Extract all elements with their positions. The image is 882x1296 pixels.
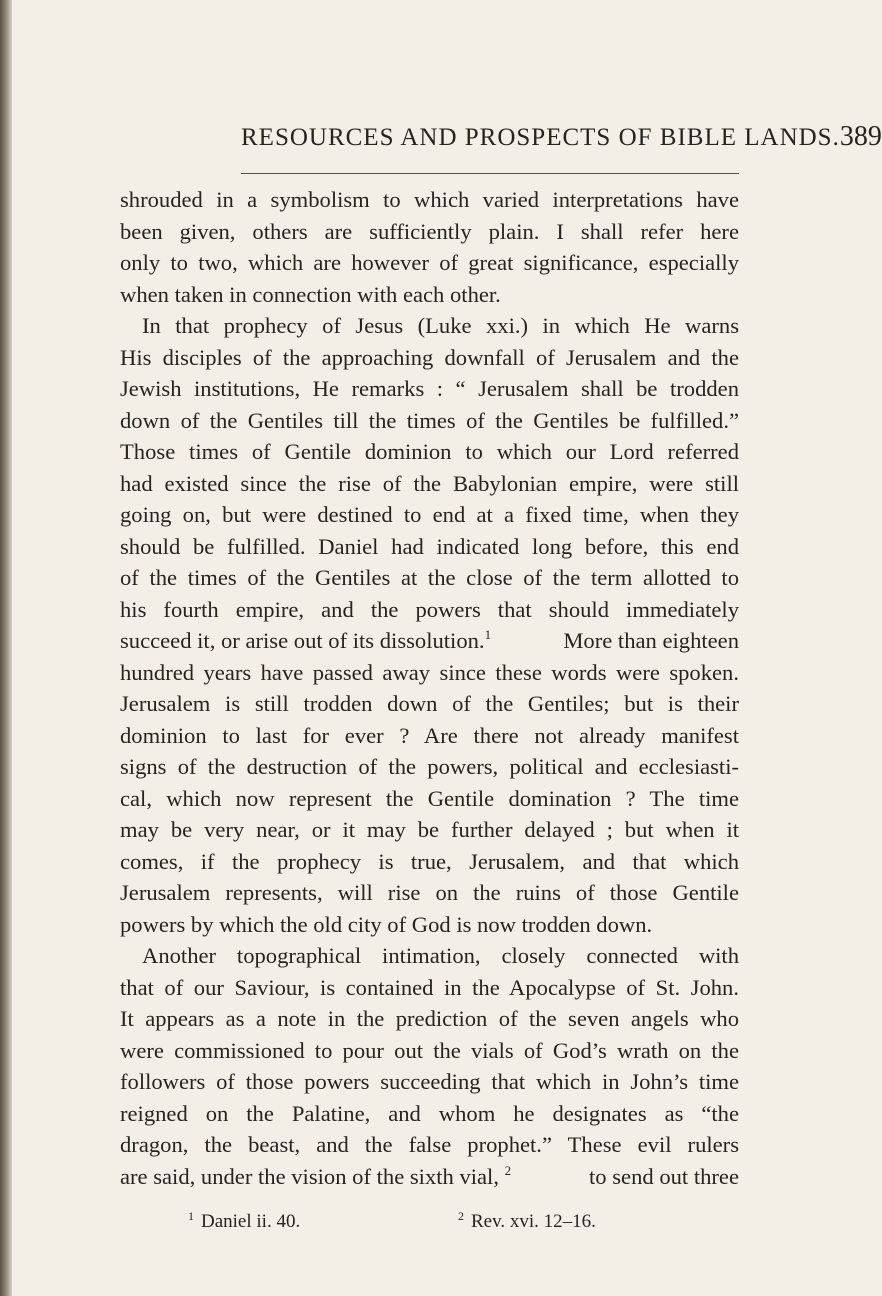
text-line: going on, but were destined to end at a fixed time, when they	[120, 502, 739, 527]
running-title: RESOURCES AND PROSPECTS OF BIBLE LANDS.	[241, 124, 840, 151]
line-segment: are said, under the vision of the sixth vial,	[120, 1163, 499, 1189]
text-line: dragon, the beast, and the false prophet.” These evil rulers	[120, 1132, 739, 1157]
text-line: reigned on the Palatine, and whom he designates as “the	[120, 1100, 739, 1126]
paragraph-3	[120, 940, 739, 1192]
text-line: It appears as a note in the prediction of the seven angels who	[120, 1006, 739, 1031]
text-line: cal, which now represent the Gentile domination ? The time	[120, 785, 739, 811]
text-line: signs of the destruction of the powers, political and ecclesiasti-	[120, 754, 739, 779]
text-line: when taken in connection with each other.	[120, 281, 501, 307]
text-line: hundred years have passed away since these words were spoken.	[120, 659, 739, 685]
text-line: may be very near, or it may be further delayed ; but when it	[120, 817, 739, 842]
running-head	[241, 121, 882, 153]
text-line: only to two, which are however of great significance, especially	[120, 250, 739, 275]
text-line: his fourth empire, and the powers that should immediately	[120, 596, 739, 622]
text-line: powers by which the old city of God is now trodden down.	[120, 911, 653, 937]
footnote-1	[188, 1209, 458, 1233]
line-segment	[120, 1161, 511, 1193]
text-line: Another topographical intimation, closely connected with	[142, 943, 739, 968]
line-segment	[120, 625, 491, 657]
text-line: dominion to last for ever ? Are there not already manifest	[120, 722, 739, 748]
text-line: Jerusalem is still trodden down of the Gentiles; but is their	[120, 691, 739, 716]
text-line: His disciples of the approaching downfall of Jerusalem and the	[120, 344, 739, 370]
text-line: of the times of the Gentiles at the close of the term allotted to	[120, 565, 739, 590]
text-line: In that prophecy of Jesus (Luke xxi.) in which He warns	[142, 313, 739, 338]
text-line: down of the Gentiles till the times of the Gentiles be fulfilled.”	[120, 407, 739, 433]
text-line: Jerusalem represents, will rise on the ruins of those Gentile	[120, 880, 739, 905]
text-line: comes, if the prophecy is true, Jerusalem, and that which	[120, 848, 739, 874]
line-segment: More than eighteen	[563, 628, 739, 653]
footnote-mark: 2	[458, 1209, 464, 1223]
footnote-mark: 1	[188, 1209, 194, 1223]
footnotes	[188, 1209, 748, 1233]
text-line: were commissioned to pour out the vials of God’s wrath on the	[120, 1037, 739, 1063]
text-line: been given, others are sufficiently plain. I shall refer here	[120, 218, 739, 244]
page-number: 389	[839, 121, 882, 152]
paragraph-1	[120, 184, 739, 310]
text-line	[120, 1161, 739, 1193]
text-line: shrouded in a symbolism to which varied interpretations have	[120, 187, 739, 212]
text-line: followers of those powers succeeding that which in John’s time	[120, 1069, 739, 1094]
paragraph-2	[120, 310, 739, 940]
header-rule	[241, 173, 739, 174]
footnote-ref-2[interactable]: 2	[504, 1162, 512, 1178]
text-line: Those times of Gentile dominion to which our Lord referred	[120, 439, 739, 464]
text-line: Jewish institutions, He remarks : “ Jerusalem shall be trodden	[120, 376, 739, 401]
footnote-2	[458, 1209, 596, 1233]
text-line: should be fulfilled. Daniel had indicated long before, this end	[120, 533, 739, 559]
footnote-ref-1[interactable]: 1	[484, 627, 492, 642]
line-segment: succeed it, or arise out of its dissolution.	[120, 628, 485, 653]
text-line: had existed since the rise of the Babylonian empire, were still	[120, 470, 739, 496]
line-segment: to send out three	[589, 1163, 739, 1189]
text-line	[120, 625, 739, 657]
footnote-text: Daniel ii. 40.	[201, 1211, 301, 1232]
text-line: that of our Saviour, is contained in the Apocalypse of St. John.	[120, 974, 739, 1000]
footnote-text: Rev. xvi. 12–16.	[471, 1211, 596, 1232]
body-text	[120, 184, 739, 1192]
